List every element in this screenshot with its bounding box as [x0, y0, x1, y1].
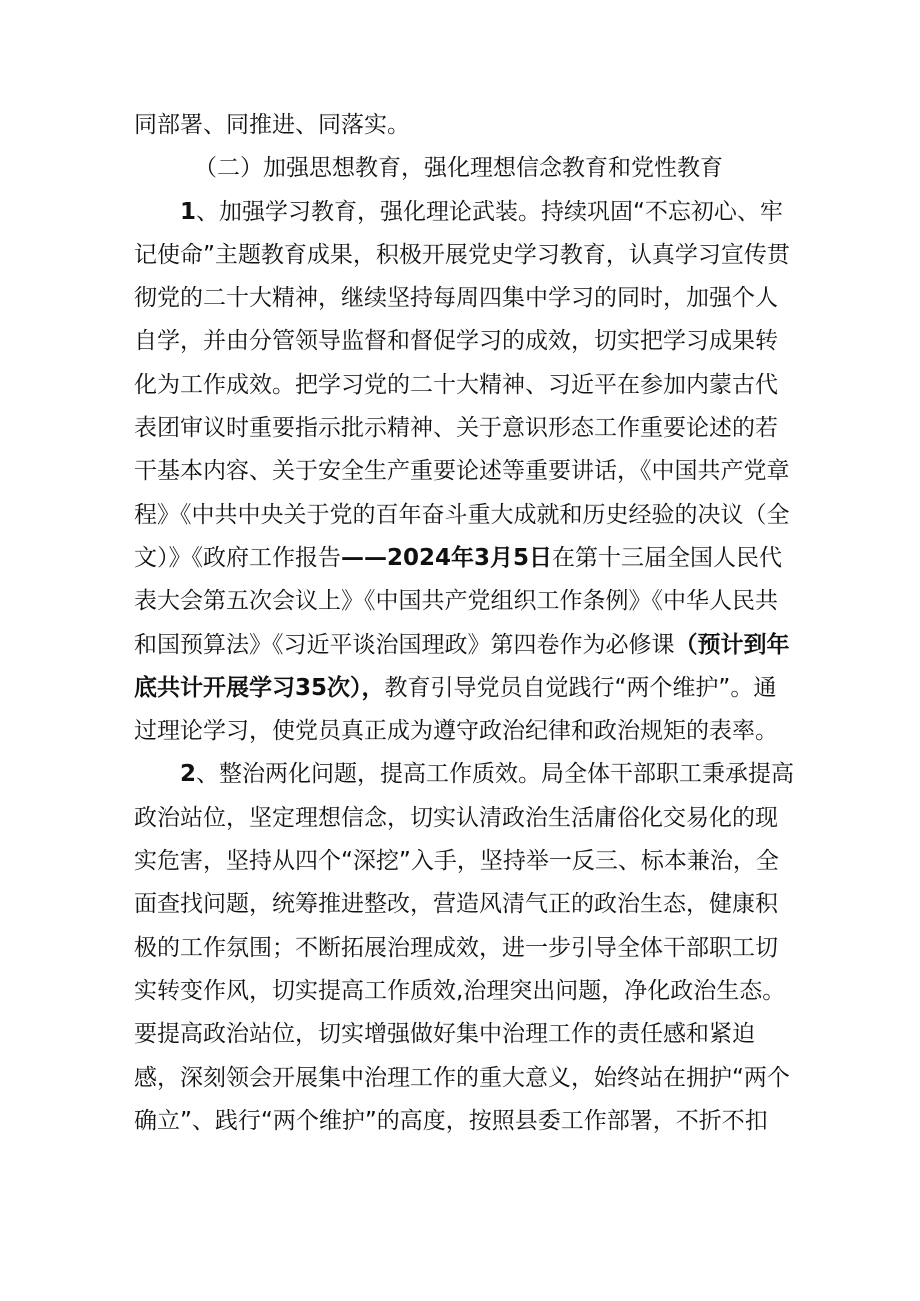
- item-1-text-e: 教育引导党员自觉践行“两个维护”。通过理论学习，使党员真正成为遵守政治纪律和政治规矩的表率。: [134, 674, 778, 745]
- item-1-text-a: 、加强学习教育，强化理论武装。持续巩固“不忘初心、牢记使命”主题教育成果，积极开展党史学习教育，认真学习宣传贯彻党的二十大精神，继续坚持每周四集中学习的同时，加强个人自学，并由分管领导监督和督促学习的成效，切实把学习成果转化为工作成效。把学习党的二十大精神、习近平在参加内蒙古代表团审议时重要指示批示精神、关于意识形态工作重要论述的若干基本内容、关于安全生产重要论述等重要讲话，《中国共产党章程》《中共中央关于党的百年奋斗重大成就和历史经验的决议（全文）》《政府工作报告: [134, 198, 790, 571]
- item-1-number: 1: [180, 198, 197, 225]
- item-2-number: 2: [180, 761, 197, 788]
- item-2-text: 、整治两化问题，提高工作质效。局全体干部职工秉承提高政治站位，坚定理想信念，切实认清政治生活庸俗化交易化的现实危害，坚持从四个“深挖”入手，坚持举一反三、标本兼治，全面查找问题，统筹推进整改，营造风清气正的政治生态，健康积极的工作氛围；不断拓展治理成效，进一步引导全体干部职工切实转变作风，切实提高工作质效,治理突出问题，净化政治生态。要提高政治站位，切实增强做好集中治理工作的责任感和紧迫感，深刻领会开展集中治理工作的重大意义，始终站在拥护“两个确立”、践行“两个维护”的高度，按照县委工作部署，不折不扣: [134, 761, 795, 1134]
- section-heading: （二）加强思想教育，强化理想信念教育和党性教育: [194, 155, 723, 182]
- item-1-report-date: ——2024年3月5日: [341, 544, 553, 571]
- document-body: [134, 104, 796, 1143]
- item-2-paragraph: [134, 753, 796, 1143]
- item-1-text-c: 在第十三届全国人民代表大会第五次会议上》《中国共产党组织工作条例》《中华人民共和国预算法》《习近平谈治国理政》第四卷作为必修课: [134, 544, 783, 658]
- item-1-study-count: （预计到年底共计开展学习35次），: [134, 631, 790, 701]
- continuation-line: 同部署、同推进、同落实。: [134, 112, 410, 138]
- item-1-paragraph: [134, 191, 796, 754]
